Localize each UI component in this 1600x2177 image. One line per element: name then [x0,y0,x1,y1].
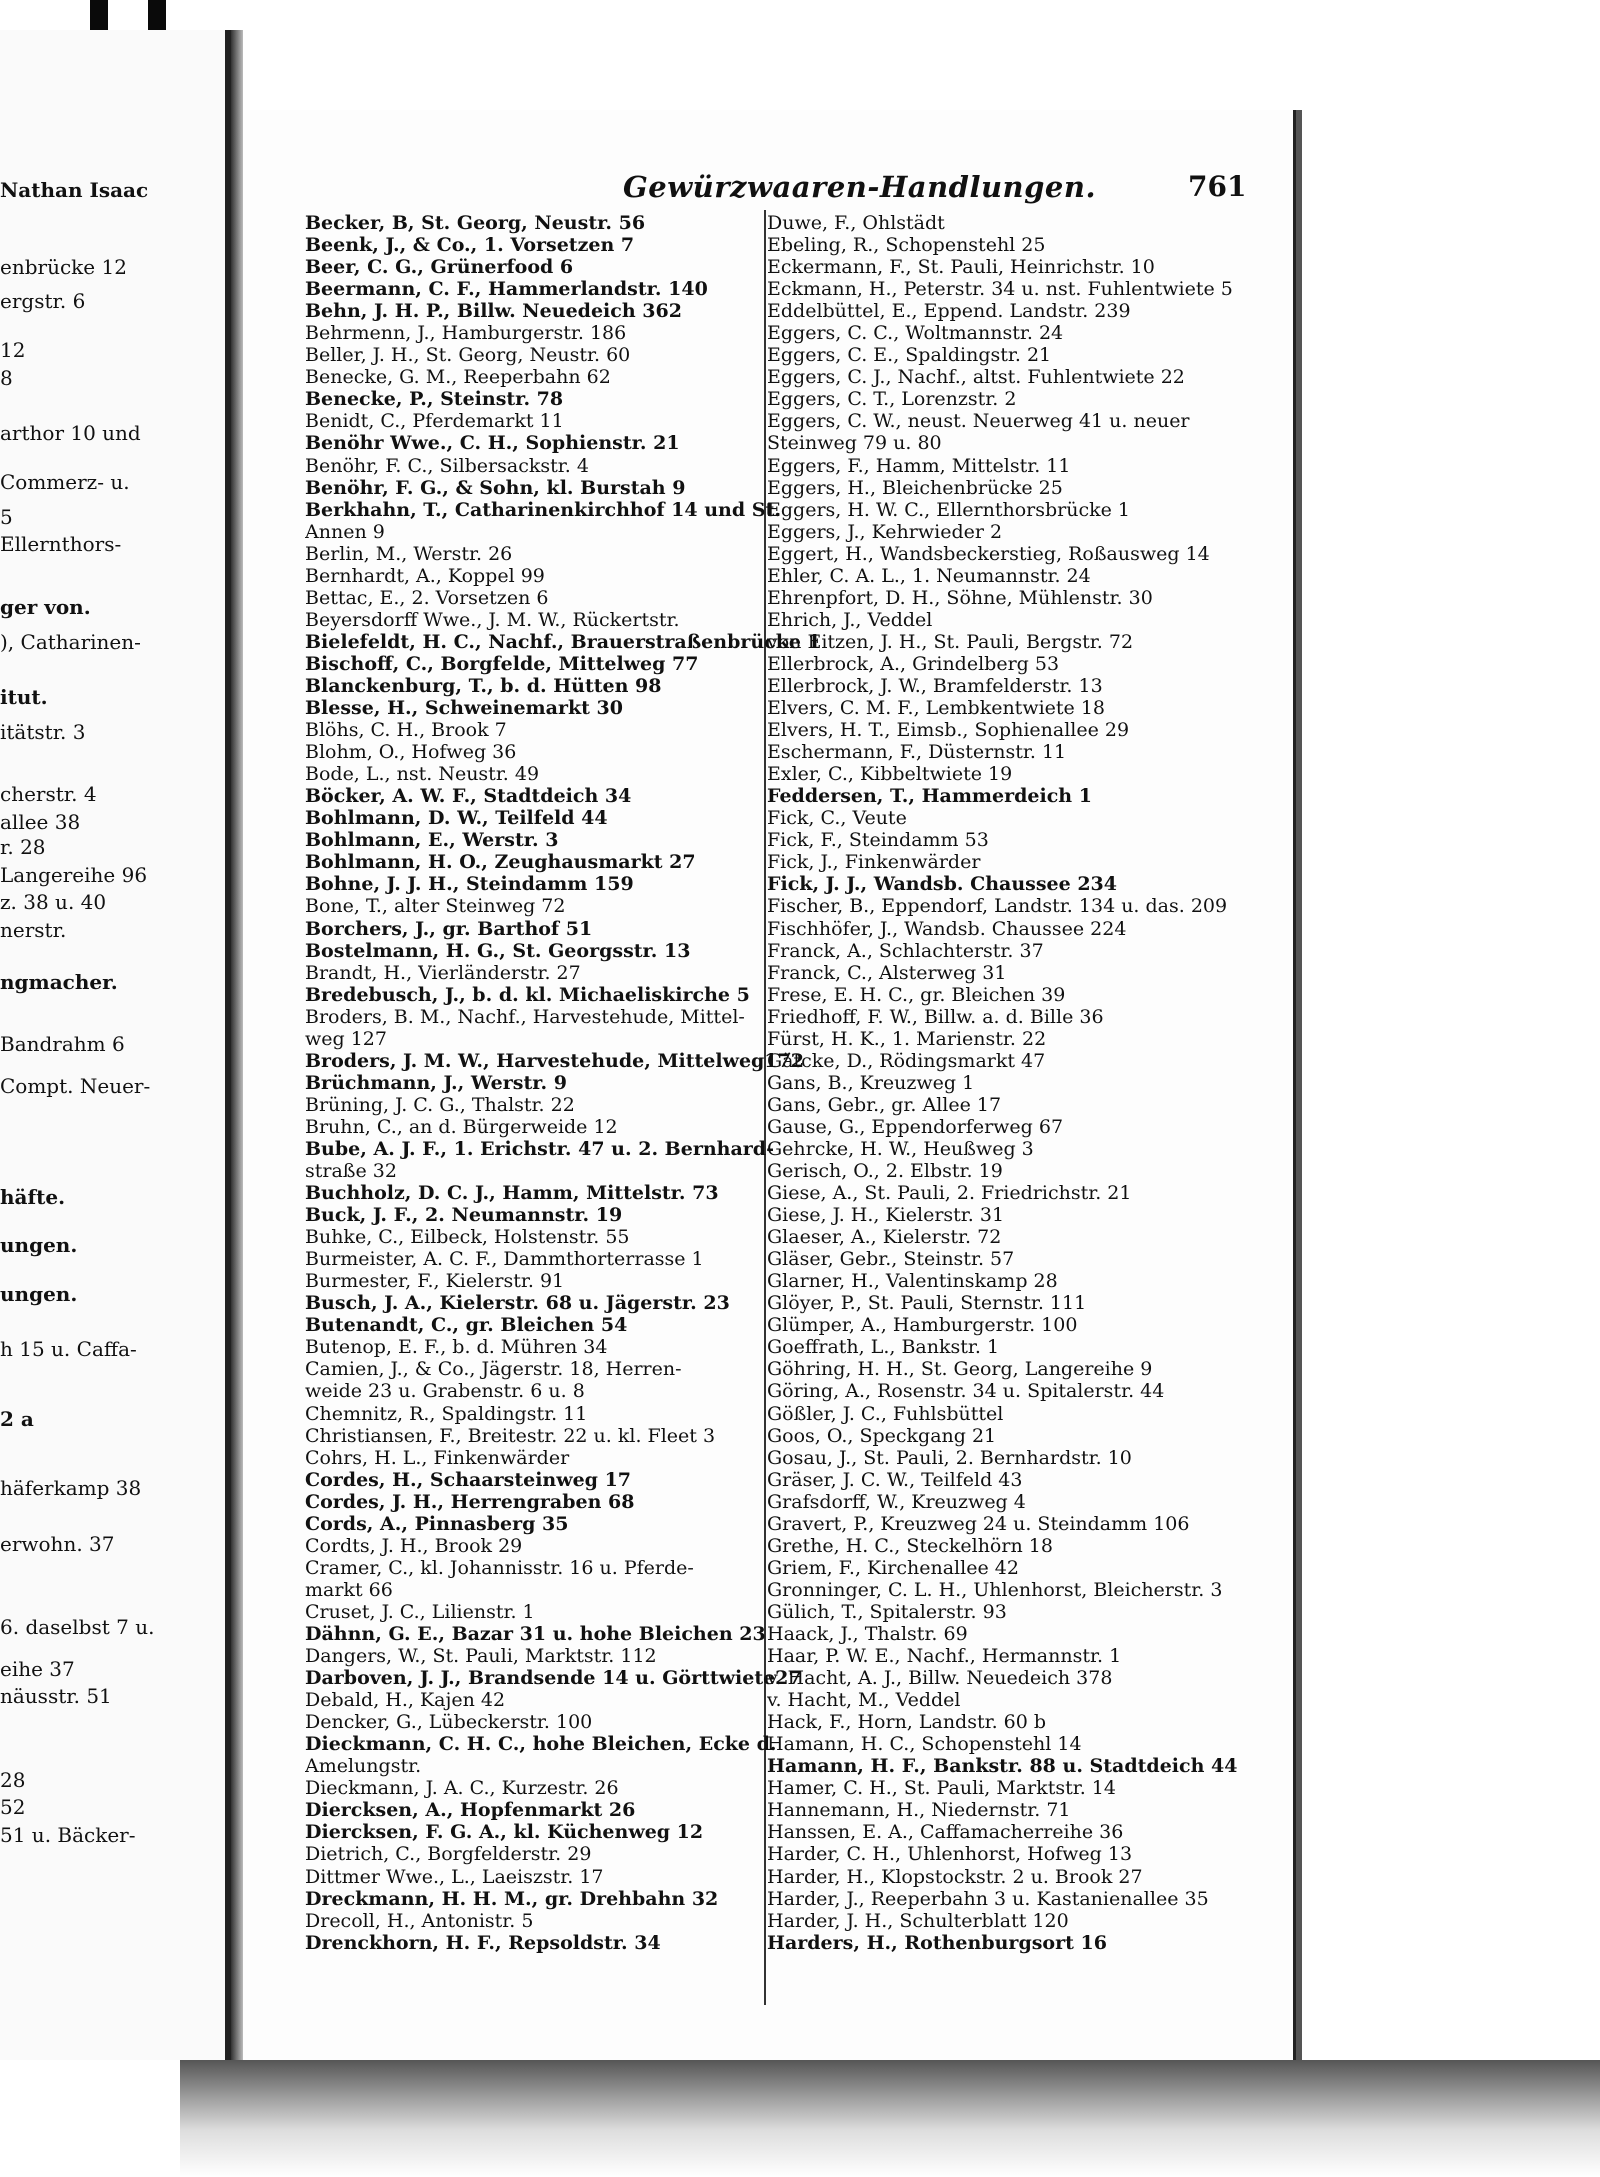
directory-entry: Eggers, H. W. C., Ellernthorsbrücke 1 [767,498,1131,521]
left-page-text-fragment: itätstr. 3 [0,719,86,744]
directory-entry: Eggers, H., Bleichenbrücke 25 [767,476,1063,499]
directory-entry: Eggers, C. C., Woltmannstr. 24 [767,322,1064,345]
directory-entry: Berkhahn, T., Catharinenkirchhof 14 und St. [305,498,781,521]
directory-entry: Gätcke, D., Rödingsmarkt 47 [767,1049,1046,1072]
directory-entry: Ehrenpfort, D. H., Söhne, Mühlenstr. 30 [767,586,1153,609]
directory-entry: Butenandt, C., gr. Bleichen 54 [305,1314,628,1337]
directory-entry: Haack, J., Thalstr. 69 [767,1623,968,1645]
directory-entry: Gosau, J., St. Pauli, 2. Bernhardstr. 10 [767,1446,1132,1469]
left-page-text-fragment: allee 38 [0,809,81,834]
page-bottom-shadow [180,2060,1600,2177]
directory-entry: Bohlmann, H. O., Zeughausmarkt 27 [305,851,696,874]
directory-entry: markt 66 [305,1578,393,1601]
directory-entry: Glöyer, P., St. Pauli, Sternstr. 111 [767,1292,1087,1315]
directory-entry: Cordts, J. H., Brook 29 [305,1534,523,1557]
directory-entry: weg 127 [305,1027,387,1050]
directory-entry: Busch, J. A., Kielerstr. 68 u. Jägerstr. 23 [305,1292,730,1315]
directory-entry: Franck, C., Alsterweg 31 [767,961,1007,984]
directory-entry: Hamann, H. C., Schopenstehl 14 [767,1733,1082,1756]
directory-entry: Eggers, C. J., Nachf., altst. Fuhlentwiete 22 [767,366,1185,389]
left-page-text-fragment: eihe 37 [0,1656,75,1681]
directory-entry: Friedhoff, F. W., Billw. a. d. Bille 36 [767,1005,1104,1028]
directory-entry: Cramer, C., kl. Johannisstr. 16 u. Pferde- [305,1556,694,1579]
left-page-text-fragment: itut. [0,685,48,710]
left-page-text-fragment: ), Catharinen- [0,629,141,654]
directory-entry: Eggers, C. W., neust. Neuerweg 41 u. neuer [767,410,1190,433]
left-page-text-fragment: h 15 u. Caffa- [0,1337,137,1362]
directory-entry: Bischoff, C., Borgfelde, Mittelweg 77 [305,652,699,675]
directory-entry: Butenop, E. F., b. d. Mühren 34 [305,1336,608,1359]
left-page-text-fragment: Compt. Neuer- [0,1073,151,1098]
directory-entry: Dangers, W., St. Pauli, Marktstr. 112 [305,1645,657,1668]
directory-entry: Amelungstr. [305,1755,422,1778]
directory-entry: Cruset, J. C., Lilienstr. 1 [305,1600,535,1623]
directory-entry: Elvers, H. T., Eimsb., Sophienallee 29 [767,719,1130,742]
directory-entry: Eggers, C. T., Lorenzstr. 2 [767,388,1017,411]
directory-entry: Gerisch, O., 2. Elbstr. 19 [767,1160,1003,1183]
directory-entry: Bohlmann, E., Werstr. 3 [305,829,559,852]
directory-entry: Goos, O., Speckgang 21 [767,1424,997,1447]
directory-entry: Fick, C., Veute [767,807,907,830]
directory-entry: Blöhs, C. H., Brook 7 [305,719,507,742]
left-page-text-fragment: nerstr. [0,918,67,943]
directory-entry: Bettac, E., 2. Vorsetzen 6 [305,586,549,609]
directory-entry: Gräser, J. C. W., Teilfeld 43 [767,1468,1023,1491]
directory-entry: Elvers, C. M. F., Lembkentwiete 18 [767,697,1106,720]
left-page-text-fragment: ger von. [0,594,91,619]
directory-entry: Dieckmann, J. A. C., Kurzestr. 26 [305,1777,619,1800]
directory-entry: Darboven, J. J., Brandsende 14 u. Görttwiete27 [305,1667,802,1690]
directory-entry: von Eitzen, J. H., St. Pauli, Bergstr. 72 [767,630,1134,653]
directory-entry: Hack, F., Horn, Landstr. 60 b [767,1711,1047,1734]
left-page-text-fragment: 12 [0,338,26,363]
directory-entry: Gravert, P., Kreuzweg 24 u. Steindamm 106 [767,1512,1190,1535]
directory-entry: Bruhn, C., an d. Bürgerweide 12 [305,1115,618,1138]
directory-entry: Eckermann, F., St. Pauli, Heinrichstr. 10 [767,256,1155,279]
book-gutter [231,30,243,2060]
directory-entry: Debald, H., Kajen 42 [305,1689,506,1712]
left-page-text-fragment: Langereihe 96 [0,862,148,887]
directory-entry: Benidt, C., Pferdemarkt 11 [305,410,564,433]
left-page-text-fragment: r. 28 [0,834,46,859]
directory-entry: Buchholz, D. C. J., Hamm, Mittelstr. 73 [305,1182,719,1205]
directory-entry: Brüning, J. C. G., Thalstr. 22 [305,1093,575,1116]
directory-entry: Beller, J. H., St. Georg, Neustr. 60 [305,344,631,367]
directory-entry: Benöhr Wwe., C. H., Sophienstr. 21 [305,432,680,455]
directory-entry: weide 23 u. Grabenstr. 6 u. 8 [305,1380,585,1403]
directory-entry: Brandt, H., Vierländerstr. 27 [305,961,581,984]
directory-entry: Dieckmann, C. H. C., hohe Bleichen, Ecke d. [305,1733,777,1756]
directory-entry: Grafsdorff, W., Kreuzweg 4 [767,1490,1026,1513]
directory-entry: Eschermann, F., Düsternstr. 11 [767,741,1067,764]
directory-entry: Ebeling, R., Schopenstehl 25 [767,234,1046,257]
directory-entry: Cordes, H., Schaarsteinweg 17 [305,1468,632,1491]
directory-entry: Drecoll, H., Antonistr. 5 [305,1909,534,1932]
directory-entry: Ehler, C. A. L., 1. Neumannstr. 24 [767,564,1091,587]
left-page-text-fragment: 6. daselbst 7 u. [0,1615,155,1640]
left-page-text-fragment: näusstr. 51 [0,1684,112,1709]
directory-entry: Harders, H., Rothenburgsort 16 [767,1931,1107,1954]
directory-entry: Ehrich, J., Veddel [767,608,933,631]
directory-entry: Gülich, T., Spitalerstr. 93 [767,1600,1007,1623]
left-page-text-fragment: Commerz- u. [0,469,130,494]
directory-entry: Borchers, J., gr. Barthof 51 [305,917,593,940]
directory-entry: Eddelbüttel, E., Eppend. Landstr. 239 [767,300,1131,323]
directory-entry: Hamann, H. F., Bankstr. 88 u. Stadtdeich 44 [767,1755,1238,1778]
directory-entry: Göring, A., Rosenstr. 34 u. Spitalerstr. 44 [767,1380,1165,1403]
directory-entry: Chemnitz, R., Spaldingstr. 11 [305,1402,588,1425]
directory-entry: Glaeser, A., Kielerstr. 72 [767,1226,1002,1249]
directory-entry: Buck, J. F., 2. Neumannstr. 19 [305,1204,623,1227]
directory-entry: Behn, J. H. P., Billw. Neuedeich 362 [305,300,682,323]
directory-entry: Gronninger, C. L. H., Uhlenhorst, Bleicherstr. 3 [767,1578,1223,1601]
left-page-text-fragment: Ellernthors- [0,532,122,557]
directory-entry: Cohrs, H. L., Finkenwärder [305,1446,570,1469]
directory-column-right [767,212,1289,1954]
directory-entry: Eggers, F., Hamm, Mittelstr. 11 [767,454,1071,477]
directory-entry: Hannemann, H., Niedernstr. 71 [767,1799,1071,1822]
directory-entry: Gößler, J. C., Fuhlsbüttel [767,1402,1004,1425]
directory-entry: Brüchmann, J., Werstr. 9 [305,1071,567,1094]
directory-entry: Griem, F., Kirchenallee 42 [767,1556,1019,1579]
directory-entry: Dittmer Wwe., L., Laeiszstr. 17 [305,1865,604,1888]
directory-entry: Ellerbrock, J. W., Bramfelderstr. 13 [767,674,1103,697]
directory-entry: Berlin, M., Werstr. 26 [305,542,513,565]
left-page-fragment [0,30,231,2060]
directory-entry: Hamer, C. H., St. Pauli, Marktstr. 14 [767,1777,1116,1800]
left-page-text-fragment: ngmacher. [0,969,118,994]
directory-entry: Giese, A., St. Pauli, 2. Friedrichstr. 21 [767,1182,1132,1205]
directory-entry: Gläser, Gebr., Steinstr. 57 [767,1248,1015,1271]
directory-entry: Burmeister, A. C. F., Dammthorterrasse 1 [305,1248,704,1271]
directory-entry: v. Hacht, M., Veddel [767,1689,961,1712]
directory-entry: Gans, B., Kreuzweg 1 [767,1071,975,1094]
directory-entry: v. Hacht, A. J., Billw. Neuedeich 378 [767,1667,1113,1690]
directory-entry: Annen 9 [305,520,385,543]
directory-entry: Eggers, J., Kehrwieder 2 [767,520,1003,543]
directory-entry: Fick, J., Finkenwärder [767,851,981,874]
directory-entry: Benöhr, F. G., & Sohn, kl. Burstah 9 [305,476,686,499]
directory-entry: Bernhardt, A., Koppel 99 [305,564,545,587]
directory-entry: Cords, A., Pinnasberg 35 [305,1512,569,1535]
left-page-text-fragment: ungen. [0,1281,78,1306]
directory-entry: Bohlmann, D. W., Teilfeld 44 [305,807,608,830]
directory-entry: Ellerbrock, A., Grindelberg 53 [767,652,1060,675]
directory-entry: Hanssen, E. A., Caffamacherreihe 36 [767,1821,1124,1844]
directory-entry: Dencker, G., Lübeckerstr. 100 [305,1711,593,1734]
directory-entry: Bode, L., nst. Neustr. 49 [305,763,540,786]
directory-entry: Diercksen, A., Hopfenmarkt 26 [305,1799,636,1822]
directory-entry: Becker, B, St. Georg, Neustr. 56 [305,212,646,234]
directory-entry: Franck, A., Schlachterstr. 37 [767,939,1044,962]
directory-entry: Harder, H., Klopstockstr. 2 u. Brook 27 [767,1865,1143,1888]
directory-entry: Giese, J. H., Kielerstr. 31 [767,1204,1005,1227]
directory-entry: Steinweg 79 u. 80 [767,432,942,455]
left-page-text-fragment: Nathan Isaac [0,178,149,203]
left-page-text-fragment: 51 u. Bäcker- [0,1823,136,1848]
directory-entry: Bube, A. J. F., 1. Erichstr. 47 u. 2. Bernhard- [305,1137,774,1160]
directory-entry: Benecke, P., Steinstr. 78 [305,388,564,411]
directory-entry: Goeffrath, L., Bankstr. 1 [767,1336,1000,1359]
directory-entry: Göhring, H. H., St. Georg, Langereihe 9 [767,1358,1153,1381]
directory-entry: Dreckmann, H. H. M., gr. Drehbahn 32 [305,1887,719,1910]
directory-column-left [305,212,833,1954]
left-page-text-fragment: ergstr. 6 [0,289,86,314]
left-page-text-fragment: 28 [0,1767,26,1792]
left-page-text-fragment: ungen. [0,1233,78,1258]
right-page [243,110,1296,2075]
directory-entry: Frese, E. H. C., gr. Bleichen 39 [767,983,1066,1006]
directory-entry: Glarner, H., Valentinskamp 28 [767,1270,1058,1293]
directory-entry: Beenk, J., & Co., 1. Vorsetzen 7 [305,234,635,257]
left-page-text-fragment: 2 a [0,1406,34,1431]
directory-entry: Fürst, H. K., 1. Marienstr. 22 [767,1027,1047,1050]
left-page-text-fragment: cherstr. 4 [0,782,97,807]
directory-entry: Broders, J. M. W., Harvestehude, Mittelweg172 [305,1049,804,1072]
directory-entry: Diercksen, F. G. A., kl. Küchenweg 12 [305,1821,704,1844]
directory-entry: Haar, P. W. E., Nachf., Hermannstr. 1 [767,1645,1122,1668]
directory-entry: Beer, C. G., Grünerfood 6 [305,256,574,279]
directory-entry: Blohm, O., Hofweg 36 [305,741,517,764]
directory-entry: Eggert, H., Wandsbeckerstieg, Roßausweg 14 [767,542,1210,565]
left-page-text-fragment: erwohn. 37 [0,1531,115,1556]
directory-entry: Böcker, A. W. F., Stadtdeich 34 [305,785,632,808]
directory-entry: Dietrich, C., Borgfelderstr. 29 [305,1843,592,1866]
directory-entry: Feddersen, T., Hammerdeich 1 [767,785,1092,808]
directory-entry: Eckmann, H., Peterstr. 34 u. nst. Fuhlentwiete 5 [767,278,1233,301]
directory-entry: Bielefeldt, H. C., Nachf., Brauerstraßenbrücke 1 [305,630,821,653]
directory-entry: Drenckhorn, H. F., Repsoldstr. 34 [305,1931,661,1954]
directory-entry: Fick, F., Steindamm 53 [767,829,989,852]
directory-entry: Buhke, C., Eilbeck, Holstenstr. 55 [305,1226,630,1249]
directory-entry: Harder, C. H., Uhlenhorst, Hofweg 13 [767,1843,1133,1866]
directory-entry: Gause, G., Eppendorferweg 67 [767,1115,1064,1138]
running-head: Gewürzwaaren-Handlungen. [623,170,1097,204]
directory-entry: Beyersdorff Wwe., J. M. W., Rückertstr. [305,608,680,631]
directory-entry: Bostelmann, H. G., St. Georgsstr. 13 [305,939,691,962]
page-number: 761 [1188,170,1247,203]
directory-entry: Eggers, C. E., Spaldingstr. 21 [767,344,1052,367]
directory-entry: Grethe, H. C., Steckelhörn 18 [767,1534,1053,1557]
directory-entry: Fischhöfer, J., Wandsb. Chaussee 224 [767,917,1127,940]
directory-entry: straße 32 [305,1160,397,1183]
directory-entry: Glümper, A., Hamburgerstr. 100 [767,1314,1078,1337]
directory-entry: Harder, J., Reeperbahn 3 u. Kastanienallee 35 [767,1887,1209,1910]
directory-entry: Gans, Gebr., gr. Allee 17 [767,1093,1002,1116]
directory-entry: Duwe, F., Ohlstädt [767,212,945,234]
directory-entry: Broders, B. M., Nachf., Harvestehude, Mittel- [305,1005,745,1028]
directory-entry: Fick, J. J., Wandsb. Chaussee 234 [767,873,1117,896]
directory-entry: Bredebusch, J., b. d. kl. Michaeliskirche 5 [305,983,750,1006]
directory-entry: Gehrcke, H. W., Heußweg 3 [767,1137,1034,1160]
directory-entry: Bohne, J. J. H., Steindamm 159 [305,873,634,896]
directory-entry: Cordes, J. H., Herrengraben 68 [305,1490,635,1513]
directory-entry: Christiansen, F., Breitestr. 22 u. kl. Fleet 3 [305,1424,716,1447]
directory-entry: Benecke, G. M., Reeperbahn 62 [305,366,611,389]
directory-entry: Blesse, H., Schweinemarkt 30 [305,697,623,720]
left-page-text-fragment: arthor 10 und [0,421,141,446]
directory-entry: Dähnn, G. E., Bazar 31 u. hohe Bleichen 23 [305,1623,766,1645]
directory-entry: Camien, J., & Co., Jägerstr. 18, Herren- [305,1358,682,1381]
left-page-text-fragment: enbrücke 12 [0,254,127,279]
directory-entry: Bone, T., alter Steinweg 72 [305,895,566,918]
directory-entry: Beermann, C. F., Hammerlandstr. 140 [305,278,708,301]
directory-entry: Exler, C., Kibbeltwiete 19 [767,763,1013,786]
directory-entry: Fischer, B., Eppendorf, Landstr. 134 u. das. 209 [767,895,1228,918]
left-page-text-fragment: 52 [0,1795,26,1820]
directory-entry: Blanckenburg, T., b. d. Hütten 98 [305,674,662,697]
left-page-text-fragment: häferkamp 38 [0,1476,142,1501]
directory-entry: Burmester, F., Kielerstr. 91 [305,1270,565,1293]
left-page-text-fragment: häfte. [0,1184,66,1209]
directory-entry: Behrmenn, J., Hamburgerstr. 186 [305,322,627,345]
left-page-text-fragment: 8 [0,365,13,390]
left-page-text-fragment: Bandrahm 6 [0,1032,125,1057]
directory-entry: Harder, J. H., Schulterblatt 120 [767,1909,1069,1932]
left-page-text-fragment: z. 38 u. 40 [0,890,107,915]
directory-entry: Benöhr, F. C., Silbersackstr. 4 [305,454,589,477]
left-page-text-fragment: 5 [0,504,13,529]
